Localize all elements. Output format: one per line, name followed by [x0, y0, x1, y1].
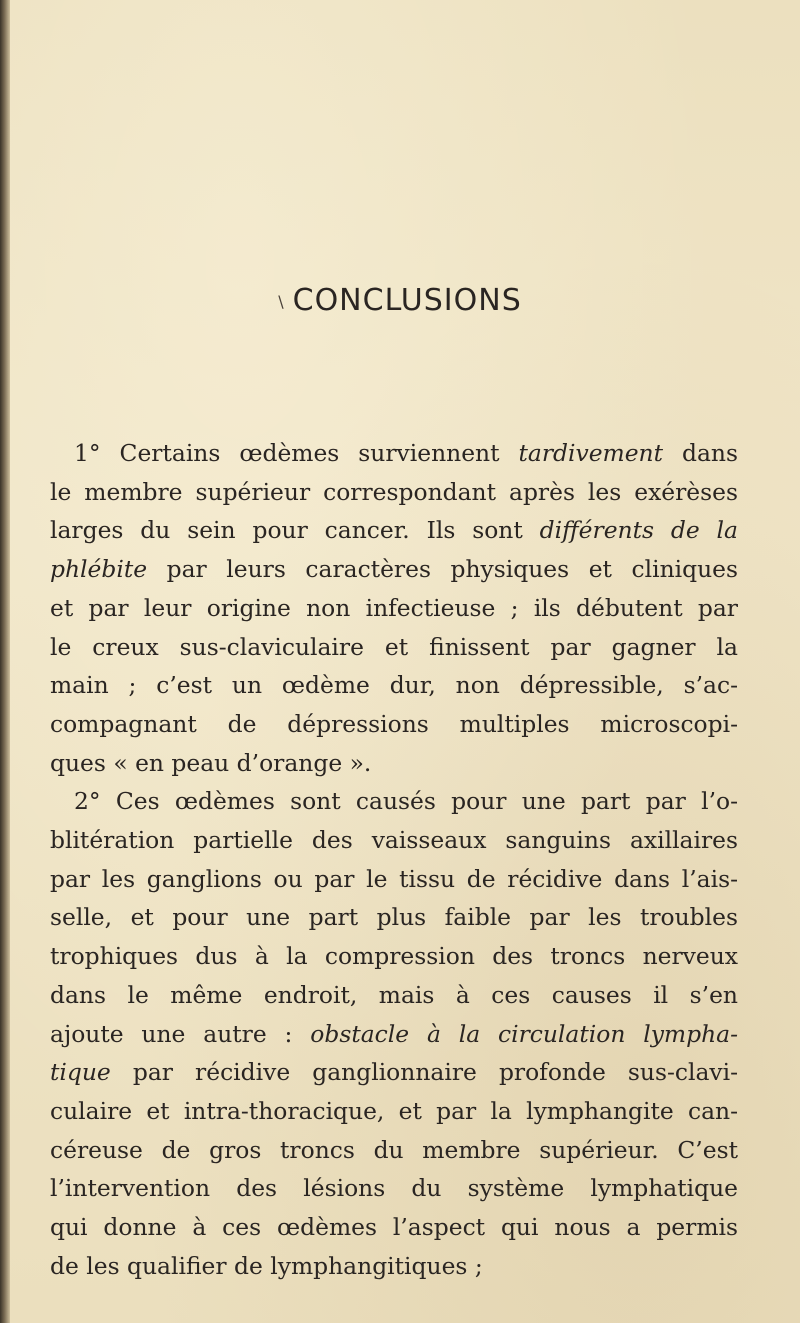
text-line	[50, 1208, 738, 1247]
italic-run: tardivement	[518, 439, 664, 467]
text-run: main ; c’est un œdème dur, non dépressible, s’ac-	[50, 671, 738, 700]
text-run: et par leur origine non infectieuse ; ils débutent par	[50, 593, 738, 622]
text-run: larges du sein pour cancer. Ils sont	[50, 516, 540, 545]
text-run: par les ganglions ou par le tissu de récidive dans l’ais-	[50, 864, 738, 893]
text-line	[50, 1169, 738, 1208]
text-line	[50, 705, 738, 744]
text-line	[50, 550, 738, 589]
text-line	[50, 937, 738, 976]
text-line	[50, 628, 738, 667]
text-run: dans	[663, 439, 738, 467]
text-line	[50, 589, 738, 628]
text-run: de les qualifier de lymphangitiques ;	[50, 1251, 483, 1280]
italic-run: phlébite	[50, 555, 148, 584]
text-line	[50, 976, 738, 1015]
italic-run: différents de la	[539, 516, 738, 545]
text-run: 1° Certains œdèmes surviennent	[74, 439, 519, 467]
text-run: culaire et intra-thoracique, et par la lymphangite can-	[50, 1096, 738, 1125]
text-line	[50, 434, 738, 473]
text-line	[50, 1015, 738, 1054]
text-line	[50, 1092, 738, 1131]
text-line	[50, 473, 738, 512]
text-run: ajoute une autre :	[50, 1019, 311, 1048]
text-run: par récidive ganglionnaire profonde sus-clavi-	[110, 1058, 738, 1087]
text-line	[50, 1131, 738, 1170]
italic-run: obstacle à la circulation lympha-	[310, 1019, 738, 1048]
text-run: trophiques dus à la compression des troncs nerveux	[50, 942, 738, 971]
text-line	[50, 744, 738, 783]
page-binding-edge	[0, 0, 10, 1323]
text-line	[50, 782, 738, 821]
text-line	[50, 898, 738, 937]
text-run: blitération partielle des vaisseaux sanguins axillaires	[50, 826, 738, 855]
text-line	[50, 860, 738, 899]
text-line	[50, 1053, 738, 1092]
italic-run: tique	[50, 1058, 111, 1087]
heading-title: CONCLUSIONS	[292, 283, 522, 318]
text-run: compagnant de dépressions multiples microscopi-	[50, 709, 738, 738]
text-run: ques « en peau d’orange ».	[50, 748, 372, 777]
text-run: qui donne à ces œdèmes l’aspect qui nous a permis	[50, 1213, 738, 1242]
text-run: dans le même endroit, mais à ces causes il s’en	[50, 980, 738, 1009]
text-run: selle, et pour une part plus faible par les troubles	[50, 903, 738, 932]
text-line	[50, 1247, 738, 1286]
text-run: 2° Ces œdèmes sont causés pour une part par l’o-	[74, 787, 738, 816]
paragraph-2	[50, 782, 738, 1285]
text-run: par leurs caractères physiques et cliniques	[147, 555, 738, 584]
text-line	[50, 666, 738, 705]
text-run: le creux sus-claviculaire et finissent par gagner la	[50, 632, 738, 661]
paragraph-1	[50, 434, 738, 782]
body-text	[50, 434, 738, 1285]
text-run: céreuse de gros troncs du membre supérieur. C’est	[50, 1135, 738, 1164]
section-heading	[0, 283, 800, 318]
stray-mark: \	[278, 292, 285, 311]
text-run: le membre supérieur correspondant après les exérèses	[50, 477, 738, 506]
text-line	[50, 821, 738, 860]
text-line	[50, 511, 738, 550]
text-run: l’intervention des lésions du système lymphatique	[50, 1174, 738, 1203]
